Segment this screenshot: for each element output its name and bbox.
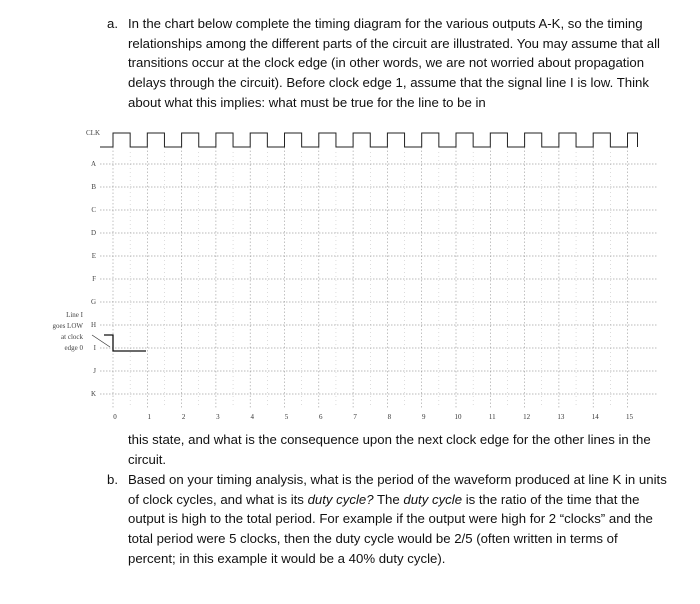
question-a-text-bottom: this state, and what is the consequence upon the next clock edge for the other lines in the circuit.: [128, 432, 651, 467]
edge-number-6: 6: [319, 413, 323, 421]
annotation-line-0: Line I: [66, 311, 83, 319]
question-a-marker: a.: [107, 16, 118, 31]
question-a-text-top: In the chart below complete the timing diagram for the various outputs A-K, so the timing relationships among the different parts of the circuit are illustrated. You may assume that all transitions occur at the clock edge (in other words, we are not worried about propagation delays through the circuit). Before clock edge 1, assume that the signal line I is low. Think about what this implies: what must be true for the line to be in: [128, 16, 660, 110]
edge-number-1: 1: [147, 413, 152, 421]
edge-number-14: 14: [591, 413, 599, 421]
signal-label-J: J: [93, 367, 96, 375]
signal-label-D: D: [90, 229, 96, 237]
edge-number-11: 11: [488, 413, 496, 421]
signal-labels: [86, 129, 100, 398]
signal-label-CLK: CLK: [86, 129, 100, 137]
annotation-line-2: at clock: [61, 333, 83, 341]
signal-label-I: I: [93, 344, 96, 352]
edge-number-2: 2: [181, 413, 186, 421]
edge-number-5: 5: [284, 413, 289, 421]
signal-label-H: H: [90, 321, 96, 329]
line-i-waveform: [104, 335, 146, 351]
edge-number-15: 15: [626, 413, 633, 421]
edge-number-0: 0: [113, 413, 117, 421]
signal-label-F: F: [92, 275, 96, 283]
annotation-line-1: goes LOW: [52, 322, 83, 330]
edge-number-7: 7: [353, 413, 357, 421]
edge-number-3: 3: [216, 413, 220, 421]
edge-number-8: 8: [387, 413, 392, 421]
signal-label-G: G: [90, 298, 96, 306]
signal-label-B: B: [91, 183, 96, 191]
edge-number-9: 9: [421, 413, 426, 421]
question-b-text-pre: Based on your timing analysis, what is the period of the waveform produced at line K in units of clock cycles, and what is its: [128, 472, 667, 507]
clk-wave-path: [100, 133, 638, 147]
edge-number-12: 12: [523, 413, 531, 421]
signal-label-E: E: [91, 252, 96, 260]
clock-waveform: [100, 133, 638, 147]
question-b-italic-duty-cycle-2: duty cycle: [403, 491, 463, 507]
question-b-text-mid: The: [373, 491, 404, 507]
line-i-annotation: [52, 311, 146, 352]
edge-number-13: 13: [557, 413, 565, 421]
question-b-text: [128, 470, 668, 569]
signal-label-K: K: [90, 390, 96, 398]
signal-label-C: C: [91, 206, 96, 214]
edge-number-10: 10: [454, 413, 462, 421]
edge-number-4: 4: [250, 413, 254, 421]
annotation-line-3: edge 0: [64, 344, 83, 352]
question-b-text-post: is the ratio of the time that the output is high to the total period. For example if the output were high for 2 “clocks” and the total period were 5 clocks, then the duty cycle would be 2/5 (often written in terms of percent; in this example it would be a 40% duty cycle).: [128, 491, 653, 566]
question-b-marker: b.: [107, 472, 118, 487]
signal-label-A: A: [90, 160, 96, 168]
timing-grid: [100, 133, 658, 408]
clock-edge-numbers: [113, 413, 633, 421]
question-b-italic-duty-cycle: duty cycle?: [307, 491, 374, 507]
